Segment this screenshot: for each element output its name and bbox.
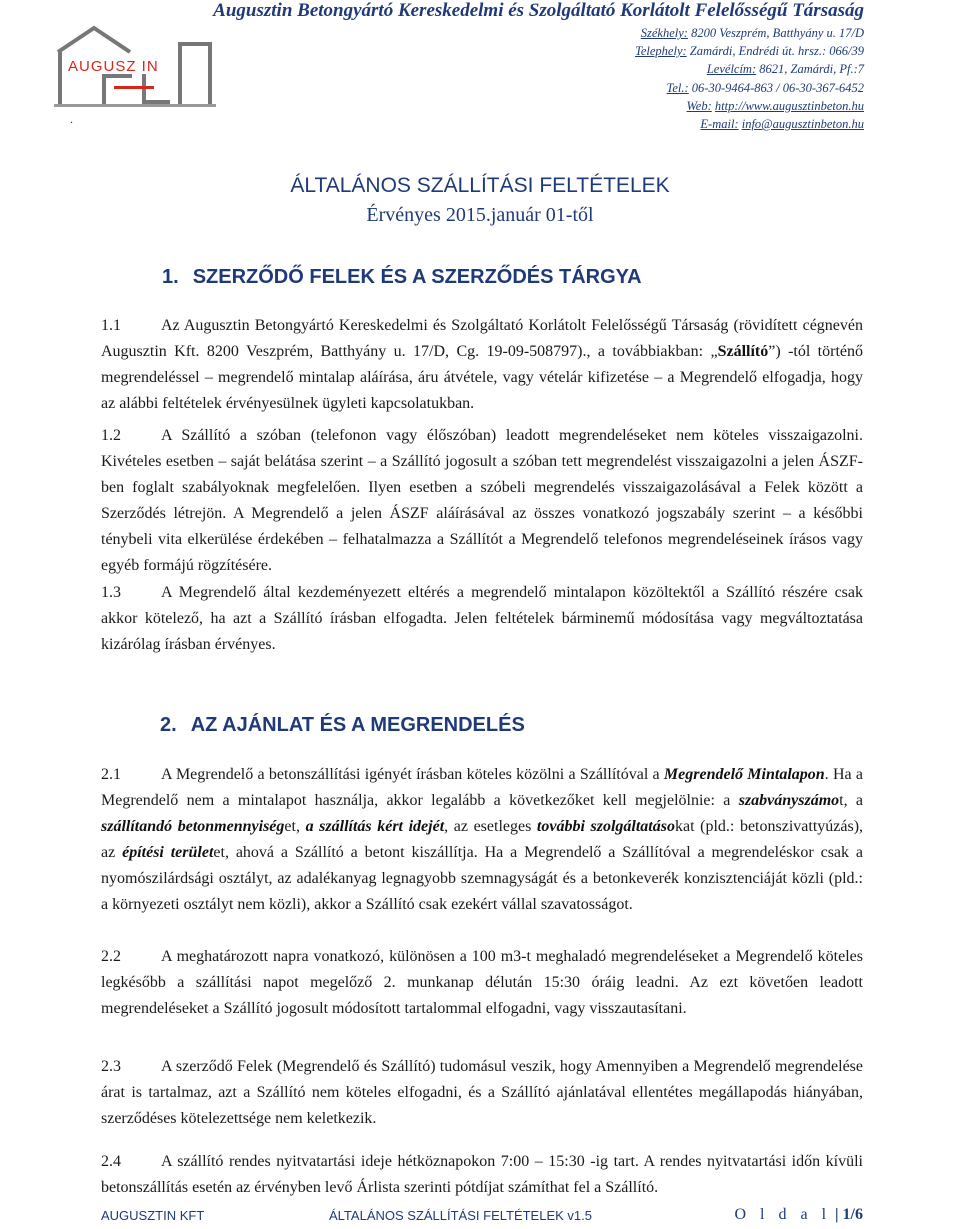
clause-2-2: 2.2 A meghatározott napra vonatkozó, különösen a 100 m3-t meghaladó megrendeléseket a Megrendelő köteles legkésőbb a szállítási napot megelőző 2. munkanap délután 15:30 óráig leadni. Az ezt követően leadott megrendeléseket a Szállító jogosult módosított tartalommal elfogadni, vagy visszautasítani. [101, 948, 863, 1017]
clause-1-2: 1.2 A Szállító a szóban (telefonon vagy élőszóban) leadott megrendeléseket nem köteles visszaigazolni. Kivételes esetben – saját belátása szerint – a Szállító jogosult a szóban tett megrendelést visszaigazolni a jelen ÁSZF-ben foglalt szabályoknak megfelelően. Ilyen esetben a szóbeli megrendelés visszaigazolásával a Felek között a Szerződés létrejön. A Megrendelő a jelen ÁSZF aláírásával az összes vonatkozó jogszabály szerint – a későbbi ténybeli vita elkerülése érdekében – felhatalmazza a Szállítót a Megrendelő telefonos megrendeléseinek írásos vagy egyéb formájú rögzítésére. [101, 427, 863, 574]
contact-phone: Tel.: 06-30-9464-863 / 06-30-367-6452 [666, 80, 864, 95]
contact-mail-address: Levélcím: 8621, Zamárdi, Pf.:7 [706, 62, 864, 77]
section-heading-1: 1. SZERZŐDŐ FELEK ÉS A SZERZŐDÉS TÁRGYA [162, 266, 642, 288]
clause-2-1: 2.1 A Megrendelő a betonszállítási igényét írásban köteles közölni a Szállítóval a Megrendelő Mintalapon. Ha a Megrendelő nem a mintalapot használja, akkor legalább a következőket kell megjelölnie: a szabványszámot, a szállítandó betonmennyiséget, a szállítás kért idejét, az esetleges további szolgáltatásokat (pld.: betonszivattyúzás), az építési területet, ahová a Szállító a betont kiszállítja. Ha a Megrendelő a Szállítóval a megrendeléskor csak a nyomószilárdsági osztályt, az adalékanyag legnagyobb szemnagyságát és a betonkeverék konzisztenciáját közli (pld.: a környezeti osztályt nem közli), akkor a Szállító csak ezekért vállal szavatosságot. [101, 766, 864, 913]
clause-2-3: 2.3 A szerződő Felek (Megrendelő és Szállító) tudomásul veszik, hogy Amennyiben a Megrendelő megrendelése árat is tartalmaz, azt a Szállító nem köteles elfogadni, és a Szállító ajánlatával ellentétes megállapodás hiányában, szerződéses kötelezettsége nem keletkezik. [101, 1058, 863, 1127]
document-validity: Érvényes 2015.január 01-től [366, 204, 594, 226]
contact-web: Web: http://www.augusztinbeton.hu [686, 98, 864, 113]
clause-1-1: 1.1 Az Augusztin Betongyártó Kereskedelmi és Szolgáltató Korlátolt Felelősségű Társaság (rövidített cégnevén Augusztin Kft. 8200 Veszprém, Batthyány u. 17/D, Cg. 19-09-508797)., a továbbiakban: „Szállító”) -tól történő megrendeléssel – megrendelő mintalap aláírása, áru átvétele, vagy vételár kifizetése – a Megrendelő elfogadja, hogy az alábbi feltételek érvényesülnek ügyleti kapcsolatukban. [101, 317, 864, 412]
contact-seat: Székhely: 8200 Veszprém, Batthyány u. 17/D [640, 26, 864, 40]
footer-company: AUGUSZTIN KFT [101, 1208, 205, 1223]
email-link[interactable]: info@augusztinbeton.hu [741, 117, 864, 132]
footer-doc-version: ÁLTALÁNOS SZÁLLÍTÁSI FELTÉTELEK v1.5 [329, 1208, 592, 1223]
footer-page: O l d a l | 1/6 [734, 1206, 863, 1223]
section-heading-2: 2. AZ AJÁNLAT ÉS A MEGRENDELÉS [160, 714, 525, 736]
contact-site: Telephely: Zamárdi, Endrédi út. hrsz.: 066/39 [635, 44, 864, 59]
contact-block [635, 24, 864, 133]
clause-1-3: 1.3 A Megrendelő által kezdeményezett eltérés a megrendelő mintalapon közöltektől a Szállító részére csak akkor kötelező, ha azt a Szállító írásban elfogadta. Jelen feltételek bárminemű módosítása vagy megváltoztatása kizárólag írásban érvényes. [101, 584, 863, 653]
page-footer [101, 1206, 863, 1226]
contact-email: E-mail: info@augusztinbeton.hu [700, 117, 864, 132]
document-title: ÁLTALÁNOS SZÁLLÍTÁSI FELTÉTELEK [290, 174, 670, 197]
clause-2-4: 2.4 A szállító rendes nyitvatartási ideje hétköznapokon 7:00 – 15:30 -ig tart. A rendes nyitvatartási időn kívüli betonszállítás esetén az érvényben levő Árlista szerinti pótdíjat számíthat fel a Szállító. [101, 1153, 863, 1196]
page-number: | 1/6 [835, 1206, 863, 1223]
letterhead [0, 0, 960, 130]
logo-text: AUGUSZ IN [68, 58, 159, 75]
company-name: Augusztin Betongyártó Kereskedelmi és Szolgáltató Korlátolt Felelősségű Társaság [213, 0, 864, 21]
website-link[interactable]: http://www.augusztinbeton.hu [714, 98, 864, 113]
stray-dot: . [70, 112, 73, 126]
